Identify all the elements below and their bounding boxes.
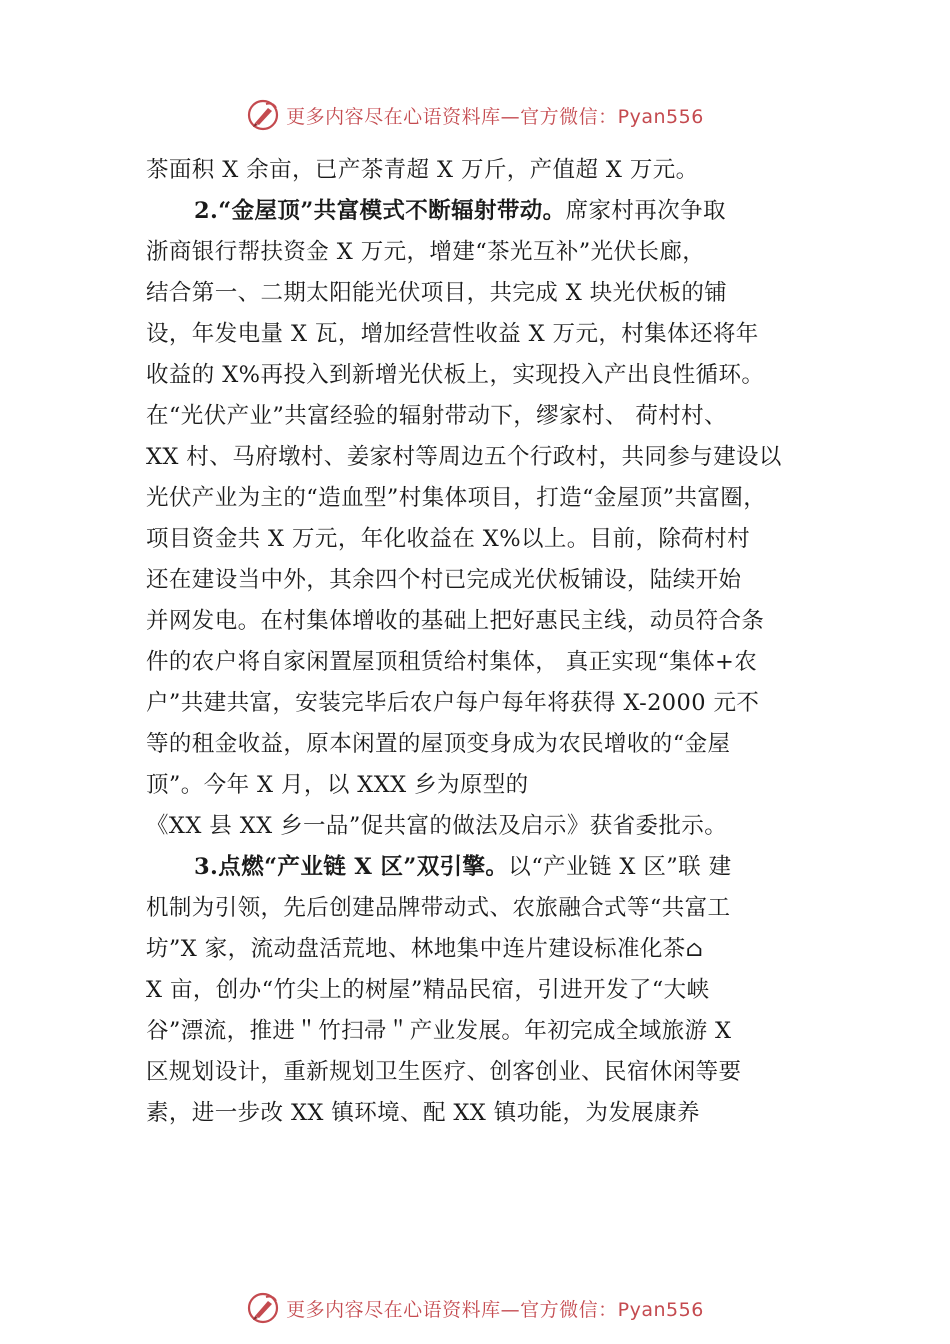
header-banner — [0, 95, 950, 135]
footer-banner-text: 更多内容尽在心语资料库—官方微信：Pyan556 — [286, 1298, 704, 1321]
paragraph-line: 谷”漂流，推进＂竹扫帚＂产业发展。年初完成全域旅游 X — [146, 1018, 732, 1044]
paragraph-line: 光伏产业为主的“造血型”村集体项目，打造“金屋顶”共富圈， — [146, 485, 767, 511]
footer-banner — [0, 1288, 950, 1328]
paragraph-line: X 亩，创办“竹尖上的树屋”精品民宿，引进开发了“大峡 — [146, 977, 710, 1003]
pen-logo-icon — [246, 98, 280, 132]
paragraph-line: 收益的 X%再投入到新增光伏板上，实现投入产出良性循环。 — [146, 362, 765, 388]
header-banner-text: 更多内容尽在心语资料库—官方微信：Pyan556 — [286, 105, 704, 128]
paragraph-line: 项目资金共 X 万元，年化收益在 X%以上。目前，除荷村村 — [146, 526, 750, 552]
paragraph-line: XX 村、马府墩村、姜家村等周边五个行政村，共同参与建设以 — [146, 444, 782, 470]
section-3-heading: 3.点燃“产业链 X 区”双引擎。 — [194, 854, 509, 880]
paragraph-line: 户”共建共富，安装完毕后农户每户每年将获得 X-2000 元不 — [146, 690, 760, 716]
paragraph-line: 结合第一、二期太阳能光伏项目，共完成 X 块光伏板的铺 — [146, 280, 728, 306]
paragraph-line: 还在建设当中外，其余四个村已完成光伏板铺设，陆续开始 — [146, 567, 742, 593]
paragraph-line: 件的农户将自家闲置屋顶租赁给村集体， 真正实现“集体+农 — [146, 649, 758, 675]
paragraph-line — [146, 929, 703, 969]
section-3-line — [194, 847, 731, 887]
paragraph-line: 顶”。今年 X 月，以 XXX 乡为原型的 — [146, 772, 529, 798]
paragraph-line: 设，年发电量 X 瓦，增加经营性收益 X 万元，村集体还将年 — [146, 321, 759, 347]
paragraph-line: 区规划设计，重新规划卫生医疗、创客创业、民宿休闲等要 — [146, 1059, 742, 1085]
paragraph-line: 素，进一步改 XX 镇环境、配 XX 镇功能，为发展康养 — [146, 1100, 700, 1126]
paragraph-line: 《XX 县 XX 乡一品”促共富的做法及启示》获省委批示。 — [146, 813, 728, 839]
paragraph-text: 坊”X 家，流动盘活荒地、林地集中连片建设标准化茶 — [146, 936, 686, 962]
section-2-heading: 2.“金屋顶”共富模式不断辐射带动。 — [194, 198, 566, 224]
paragraph-line: 等的租金收益，原本闲置的屋顶变身成为农民增收的“金屋 — [146, 731, 731, 757]
paragraph-line: 机制为引领，先后创建品牌带动式、农旅融合式等“共富工 — [146, 895, 731, 921]
stray-glyph: ⌂ — [685, 936, 704, 962]
paragraph-line: 并网发电。在村集体增收的基础上把好惠民主线，动员符合条 — [146, 608, 765, 634]
paragraph-line: 在“光伏产业”共富经验的辐射带动下，缪家村、 荷村村、 — [146, 403, 727, 429]
paragraph-line: 浙商银行帮扶资金 X 万元，增建“茶光互补”光伏长廊， — [146, 239, 706, 265]
paragraph-text: 席家村再次争取 — [565, 198, 726, 224]
paragraph-text: 以“产业链 X 区”联 建 — [508, 854, 732, 880]
pen-logo-icon — [246, 1291, 280, 1325]
section-2-line — [194, 191, 726, 231]
paragraph-line: 茶面积 X 余亩，已产茶青超 X 万斤，产值超 X 万元。 — [146, 157, 699, 183]
